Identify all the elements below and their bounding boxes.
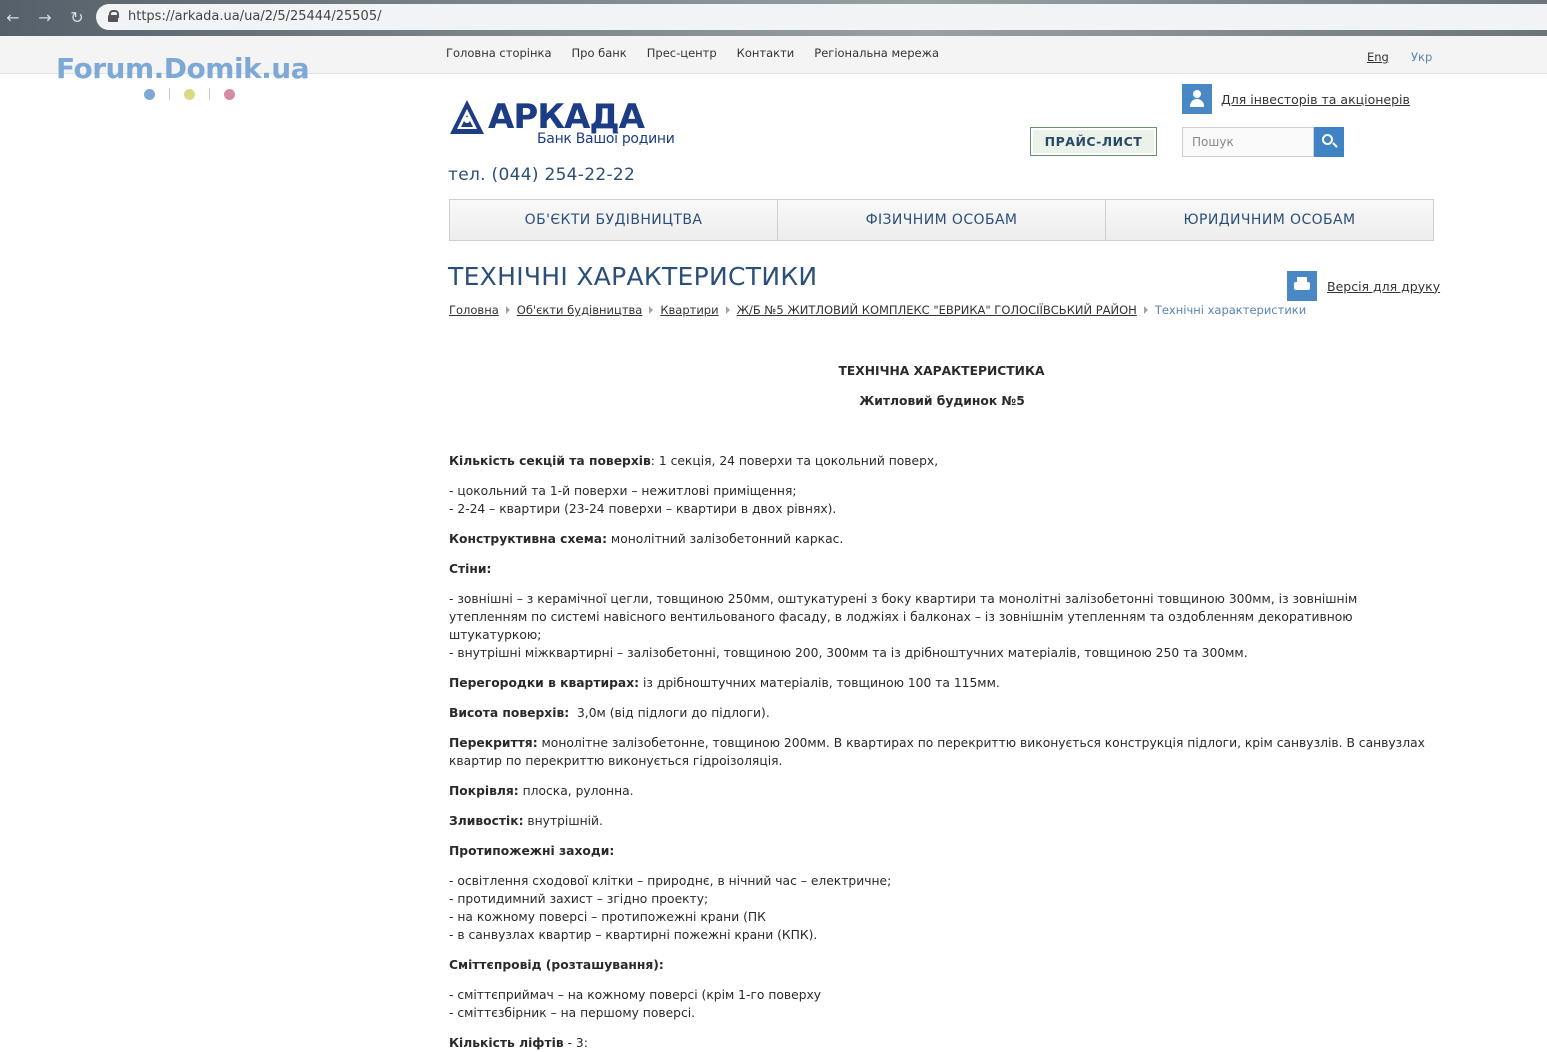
price-list-button[interactable]: ПРАЙС-ЛИСТ xyxy=(1030,127,1157,156)
drain-label: Зливостік: xyxy=(449,814,524,828)
lang-eng-link[interactable]: Eng xyxy=(1367,50,1389,64)
structure-label: Конструктивна схема: xyxy=(449,532,608,546)
breadcrumb-home[interactable]: Головна xyxy=(449,303,499,317)
search-icon-handle xyxy=(1332,142,1338,148)
user-icon[interactable] xyxy=(1182,84,1212,114)
logo-name: АРКАДА xyxy=(488,97,644,137)
watermark-dot xyxy=(184,89,195,100)
topnav-regional[interactable]: Регіональна мережа xyxy=(814,46,939,60)
topnav-home[interactable]: Головна сторінка xyxy=(446,46,552,60)
list-item: - 2-24 – квартири (23-24 поверхи – квартири в двох рівнях). xyxy=(449,502,837,516)
browser-toolbar xyxy=(0,0,1547,36)
search-input[interactable]: Пошук xyxy=(1182,127,1314,157)
topnav-press[interactable]: Прес-центр xyxy=(646,46,717,60)
walls-list xyxy=(449,590,1435,662)
address-bar[interactable] xyxy=(96,4,1547,30)
main-menu xyxy=(449,199,1434,241)
list-item: - протидимний захист – згідно проекту; xyxy=(449,892,709,906)
list-item: - внутрішні міжквартирні – залізобетонні, товщиною 200, 300мм та із дрібноштучних матеріалів, товщиною 250 та 300мм. xyxy=(449,646,1248,660)
reload-icon[interactable]: ↻ xyxy=(70,8,84,27)
height-paragraph xyxy=(449,704,1435,722)
breadcrumb-arrow-icon xyxy=(1144,306,1148,314)
lifts-paragraph xyxy=(449,1034,1435,1052)
topnav-contacts[interactable]: Контакти xyxy=(736,46,795,60)
drain-value: внутрішній. xyxy=(523,814,603,828)
list-item: - освітлення сходової клітки – природнє, в нічний час – електричне; xyxy=(449,874,892,888)
floors-list xyxy=(449,482,1435,518)
list-item: - зовнішні – з керамічної цегли, товщиною 250мм, оштукатурені з боку квартири та монолітні залізобетонні товщиною 300мм, із зовнішнім утепленням по системі навісного вентильованого фасаду, в лоджіях і балконах – із зовнішнім утепленням та оздобленням декоративною штукатуркою; xyxy=(449,592,1358,642)
structure-value: монолітний залізобетонний каркас. xyxy=(607,532,844,546)
breadcrumb-apartments[interactable]: Квартири xyxy=(660,303,719,317)
list-item: - цокольний та 1-й поверхи – нежитлові приміщення; xyxy=(449,484,797,498)
watermark-divider xyxy=(169,88,170,100)
walls-label: Стіни: xyxy=(449,562,492,576)
breadcrumb-current: Технічні характеристики xyxy=(1154,303,1307,317)
watermark-dot xyxy=(224,89,235,100)
height-value: 3,0м (від підлоги до підлоги). xyxy=(569,706,770,720)
fire-list xyxy=(449,872,1435,944)
content-subheading: Житловий будинок №5 xyxy=(859,394,1025,408)
page-title: ТЕХНІЧНІ ХАРАКТЕРИСТИКИ xyxy=(448,262,818,291)
topnav-about[interactable]: Про банк xyxy=(571,46,627,60)
logo-tagline: Банк Вашої родини xyxy=(537,131,675,147)
breadcrumb xyxy=(449,303,1306,317)
garbage-label: Сміттєпровід (розташування): xyxy=(449,958,664,972)
floors-value: : 1 секція, 24 поверхи та цокольний поверх, xyxy=(650,454,939,468)
logo-emblem-icon xyxy=(448,98,486,138)
forward-arrow-icon[interactable]: → xyxy=(38,8,52,27)
watermark-dots xyxy=(144,88,235,100)
printer-icon[interactable] xyxy=(1287,271,1317,301)
fire-paragraph xyxy=(449,842,1435,860)
back-arrow-icon[interactable]: ← xyxy=(6,8,20,27)
floors-paragraph xyxy=(449,452,1435,470)
breadcrumb-arrow-icon xyxy=(726,306,730,314)
partitions-value: із дрібноштучних матеріалів, товщиною 100 та 115мм. xyxy=(639,676,1000,690)
list-item: - в санвузлах квартир – квартирні пожежні крани (КПК). xyxy=(449,928,818,942)
list-item: - сміттєприймач – на кожному поверсі (крім 1-го поверху xyxy=(449,988,822,1002)
garbage-list xyxy=(449,986,1435,1022)
breadcrumb-arrow-icon xyxy=(649,306,653,314)
slabs-label: Перекриття: xyxy=(449,736,538,750)
lifts-label: Кількість ліфтів xyxy=(449,1036,564,1050)
watermark-dot xyxy=(144,89,155,100)
height-label: Висота поверхів: xyxy=(449,706,570,720)
breadcrumb-arrow-icon xyxy=(506,306,510,314)
article-content xyxy=(449,362,1435,1052)
garbage-paragraph xyxy=(449,956,1435,974)
menu-construction-objects[interactable]: ОБ'ЄКТИ БУДІВНИЦТВА xyxy=(450,200,778,240)
breadcrumb-construction[interactable]: Об'єкти будівництва xyxy=(516,303,643,317)
list-item: - сміттєзбірник – на першому поверсі. xyxy=(449,1006,696,1020)
investors-link[interactable]: Для інвесторів та акціонерів xyxy=(1221,91,1410,107)
slabs-value: монолітне залізобетонне, товщиною 200мм. В квартирах по перекриттю виконується конструкція підлоги, крім санвузлів. В санвузлах квартир по перекриттю виконується гідроізоляція. xyxy=(449,736,1425,768)
browser-nav-buttons xyxy=(4,8,86,27)
roof-paragraph xyxy=(449,782,1435,800)
lifts-value: - 3: xyxy=(563,1036,588,1050)
watermark-logo: Forum.Domik.ua xyxy=(56,52,310,85)
slabs-paragraph xyxy=(449,734,1435,770)
floors-label: Кількість секцій та поверхів xyxy=(449,454,651,468)
roof-value: плоска, рулонна. xyxy=(518,784,634,798)
print-version[interactable] xyxy=(1287,271,1440,301)
investors-block[interactable] xyxy=(1182,84,1410,114)
menu-legal-entities[interactable]: ЮРИДИЧНИМ ОСОБАМ xyxy=(1183,212,1356,228)
phone-number: тел. (044) 254-22-22 xyxy=(448,165,636,185)
content-heading: ТЕХНІЧНА ХАРАКТЕРИСТИКА xyxy=(838,364,1045,378)
fire-label: Протипожежні заходи: xyxy=(449,844,615,858)
url-text: https://arkada.ua/ua/2/5/25444/25505/ xyxy=(128,9,382,24)
structure-paragraph xyxy=(449,530,1435,548)
partitions-label: Перегородки в квартирах: xyxy=(449,676,640,690)
search-button[interactable] xyxy=(1314,127,1344,157)
watermark-divider xyxy=(209,88,210,100)
menu-individuals[interactable]: ФІЗИЧНИМ ОСОБАМ xyxy=(778,200,1106,240)
breadcrumb-complex[interactable]: Ж/Б №5 ЖИТЛОВИЙ КОМПЛЕКС "ЕВРИКА" ГОЛОСІЇВСЬКИЙ РАЙОН xyxy=(736,303,1137,317)
drain-paragraph xyxy=(449,812,1435,830)
top-navigation xyxy=(446,46,939,60)
roof-label: Покрівля: xyxy=(449,784,519,798)
lock-icon xyxy=(108,10,118,22)
list-item: - на кожному поверсі – протипожежні крани (ПК xyxy=(449,910,766,924)
partitions-paragraph xyxy=(449,674,1435,692)
walls-paragraph xyxy=(449,560,1435,578)
bank-logo[interactable] xyxy=(448,97,680,153)
lang-ukr-link[interactable]: Укр xyxy=(1411,50,1433,64)
print-version-link[interactable]: Версія для друку xyxy=(1327,278,1441,294)
